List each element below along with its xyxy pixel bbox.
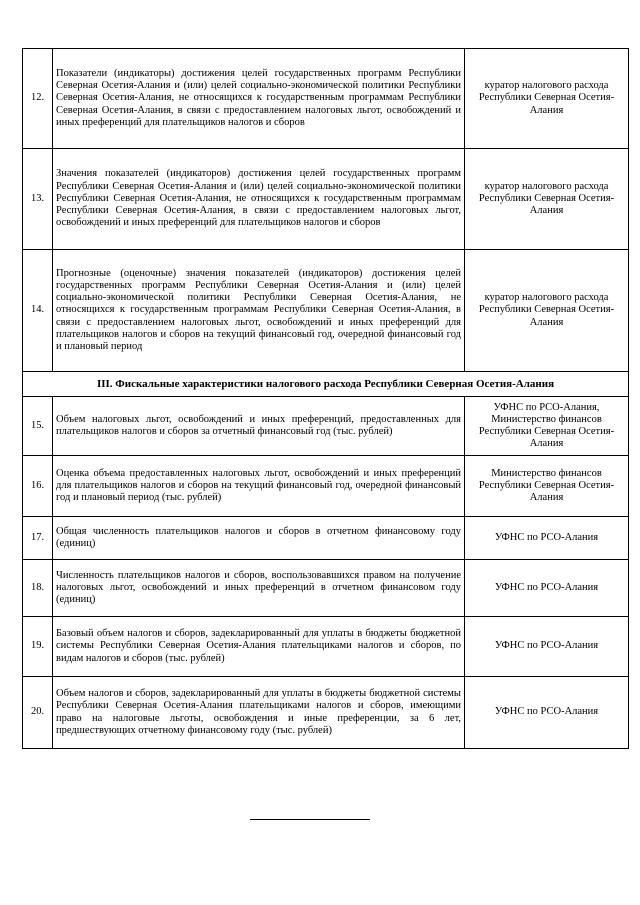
row-responsible: УФНС по РСО-Алания <box>465 560 629 617</box>
row-description: Объем налогов и сборов, задекларированный для уплаты в бюджеты бюджетной системы Республики Северная Осетия-Алания плательщиками налогов и сборов, имеющими право на налоговые льготы, освобождения и иные преференции, за 6 лет, предшествующих отчетному финансовому году (тыс. рублей) <box>53 677 465 749</box>
indicators-table <box>22 48 629 749</box>
row-responsible: куратор налогового расхода Республики Северная Осетия-Алания <box>465 49 629 149</box>
row-responsible: УФНС по РСО-Алания <box>465 517 629 560</box>
row-description: Прогнозные (оценочные) значения показателей (индикаторов) достижения целей государственных программ Республики Северная Осетия-Алания и (или) целей социально-экономической политики Республики Северная Осетия-Алания, не относящихся к государственным программам Республики Северная Осетия-Алания, в связи с предоставлением налоговых льгот, освобождений и иных преференций для плательщиков налогов и сборов на текущий финансовый год, очередной финансовый год и плановый период <box>53 250 465 372</box>
row-responsible: куратор налогового расхода Республики Северная Осетия-Алания <box>465 149 629 250</box>
row-responsible: Министерство финансов Республики Северная Осетия-Алания <box>465 456 629 517</box>
row-number: 18. <box>23 560 53 617</box>
row-responsible: куратор налогового расхода Республики Северная Осетия-Алания <box>465 250 629 372</box>
table-row <box>23 560 629 617</box>
section-row <box>23 372 629 397</box>
row-description: Показатели (индикаторы) достижения целей государственных программ Республики Северная Осетия-Алания и (или) целей социально-экономической политики Республики Северная Осетия-Алания, не относящихся к государственным программам Республики Северная Осетия-Алания, в связи с предоставлением налоговых льгот, освобождений и иных преференций для плательщиков налогов и сборов <box>53 49 465 149</box>
closing-divider-line <box>250 819 370 820</box>
row-responsible: УФНС по РСО-Алания <box>465 617 629 677</box>
row-description: Общая численность плательщиков налогов и сборов в отчетном финансовому году (единиц) <box>53 517 465 560</box>
table-row <box>23 397 629 456</box>
table-row <box>23 677 629 749</box>
row-number: 14. <box>23 250 53 372</box>
row-responsible: УФНС по РСО-Алания <box>465 677 629 749</box>
row-responsible: УФНС по РСО-Алания, Министерство финансов Республики Северная Осетия-Алания <box>465 397 629 456</box>
row-description: Оценка объема предоставленных налоговых льгот, освобождений и иных преференций для плательщиков налогов и сборов на текущий финансовый год, очередной финансовый год и плановый период (тыс. рублей) <box>53 456 465 517</box>
table-row <box>23 456 629 517</box>
row-description: Объем налоговых льгот, освобождений и иных преференций, предоставленных для плательщиков налогов и сборов за отчетный финансовый год (тыс. рублей) <box>53 397 465 456</box>
table-row <box>23 250 629 372</box>
row-number: 13. <box>23 149 53 250</box>
table-row <box>23 517 629 560</box>
row-number: 16. <box>23 456 53 517</box>
row-number: 17. <box>23 517 53 560</box>
section-header: III. Фискальные характеристики налогового расхода Республики Северная Осетия-Алания <box>23 372 629 397</box>
table-row <box>23 617 629 677</box>
row-description: Численность плательщиков налогов и сборов, воспользовавшихся правом на получение налоговых льгот, освобождений и иных преференций в отчетном финансовом году (единиц) <box>53 560 465 617</box>
row-number: 12. <box>23 49 53 149</box>
row-description: Базовый объем налогов и сборов, задекларированный для уплаты в бюджеты бюджетной системы Республики Северная Осетия-Алания плательщиками налогов и сборов, по видам налогов и сборов (тыс. рублей) <box>53 617 465 677</box>
row-description: Значения показателей (индикаторов) достижения целей государственных программ Республики Северная Осетия-Алания и (или) целей социально-экономической политики Республики Северная Осетия-Алания, не относящихся к государственным программам Республики Северная Осетия-Алания, в связи с предоставлением налоговых льгот, освобождений и иных преференций для плательщиков налогов и сборов <box>53 149 465 250</box>
row-number: 15. <box>23 397 53 456</box>
row-number: 19. <box>23 617 53 677</box>
table-row <box>23 149 629 250</box>
row-number: 20. <box>23 677 53 749</box>
table-row <box>23 49 629 149</box>
